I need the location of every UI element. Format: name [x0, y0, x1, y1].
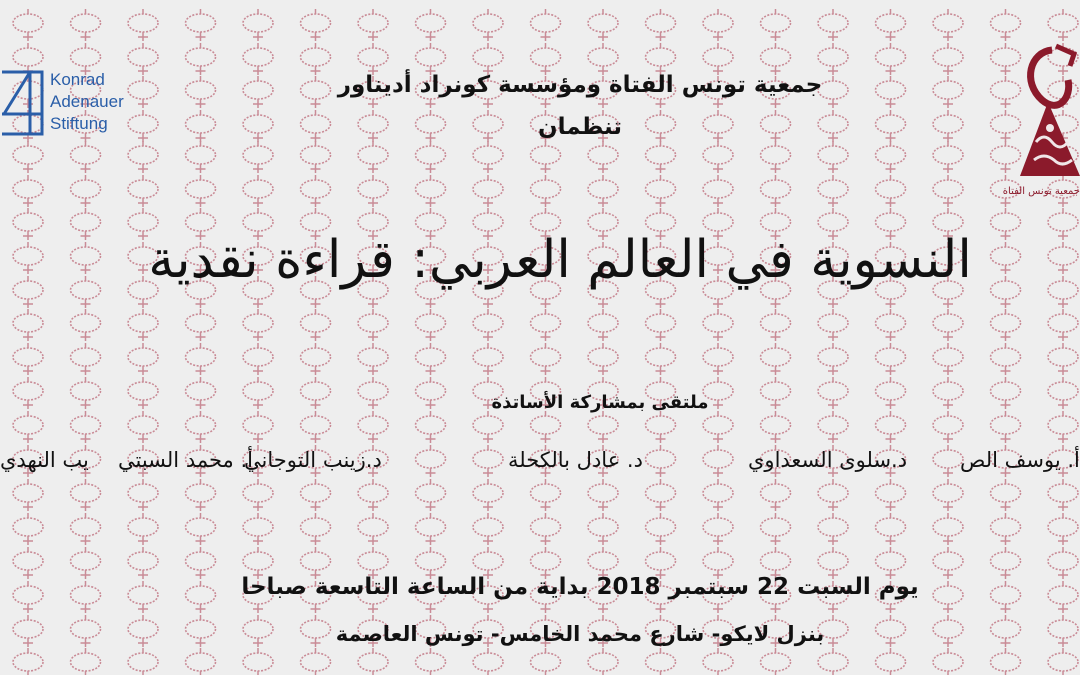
venus-symbol-icon — [128, 648, 158, 675]
venus-symbol-icon — [1048, 581, 1078, 613]
venus-symbol-icon — [1048, 648, 1078, 675]
venus-symbol-icon — [71, 377, 101, 409]
venus-symbol-icon — [818, 513, 848, 545]
venus-symbol-icon — [588, 411, 618, 443]
venus-symbol-icon — [703, 175, 733, 207]
venus-symbol-icon — [1048, 9, 1078, 41]
venus-symbol-icon — [243, 377, 273, 409]
venus-symbol-icon — [358, 411, 388, 443]
event-date: يوم السبت 22 سبتمبر 2018 بداية من الساعة التاسعة صباحا — [241, 574, 919, 600]
venus-symbol-icon — [703, 9, 733, 41]
venus-symbol-icon — [818, 141, 848, 173]
venus-symbol-icon — [128, 141, 158, 173]
venus-symbol-icon — [301, 648, 331, 675]
venus-symbol-icon — [818, 175, 848, 207]
venus-symbol-icon — [933, 175, 963, 207]
venus-symbol-icon — [818, 9, 848, 41]
venus-symbol-icon — [13, 141, 43, 173]
kas-logo-mark-icon — [0, 68, 44, 138]
venus-symbol-icon — [761, 9, 791, 41]
venus-symbol-icon — [991, 411, 1021, 443]
venus-symbol-icon — [991, 9, 1021, 41]
venus-symbol-icon — [531, 9, 561, 41]
venus-symbol-icon — [876, 309, 906, 341]
venus-symbol-icon — [876, 343, 906, 375]
venus-symbol-icon — [243, 513, 273, 545]
venus-symbol-icon — [761, 343, 791, 375]
venus-symbol-icon — [876, 479, 906, 511]
venus-symbol-icon — [991, 513, 1021, 545]
venus-symbol-icon — [416, 43, 446, 75]
speaker-name: د. عادل بالكحلة — [508, 448, 643, 472]
venus-symbol-icon — [416, 411, 446, 443]
venus-symbol-icon — [646, 141, 676, 173]
venus-symbol-icon — [71, 513, 101, 545]
speakers-row — [0, 448, 1080, 480]
venus-symbol-icon — [1048, 513, 1078, 545]
venus-symbol-icon — [71, 648, 101, 675]
venus-symbol-icon — [186, 110, 216, 142]
venus-symbol-icon — [933, 141, 963, 173]
venus-symbol-icon — [358, 141, 388, 173]
venus-symbol-icon — [933, 513, 963, 545]
venus-symbol-icon — [1048, 309, 1078, 341]
venus-symbol-icon — [531, 479, 561, 511]
venus-symbol-icon — [186, 377, 216, 409]
speakers-intro: ملتقى بمشاركة الأساتذة — [491, 392, 709, 413]
venus-symbol-icon — [991, 377, 1021, 409]
venus-symbol-icon — [13, 208, 43, 240]
kas-logo-line-3: Stiftung — [50, 114, 108, 133]
venus-symbol-icon — [933, 479, 963, 511]
venus-symbol-icon — [531, 513, 561, 545]
venus-symbol-icon — [818, 343, 848, 375]
venus-symbol-icon — [531, 309, 561, 341]
venus-symbol-icon — [933, 411, 963, 443]
venus-symbol-icon — [761, 513, 791, 545]
venus-symbol-icon — [358, 648, 388, 675]
venus-symbol-icon — [646, 175, 676, 207]
tunisia-fatet-emblem-icon — [1012, 42, 1080, 182]
venus-symbol-icon — [646, 411, 676, 443]
venus-symbol-icon — [646, 43, 676, 75]
venus-symbol-icon — [358, 513, 388, 545]
venus-symbol-icon — [703, 648, 733, 675]
venus-symbol-icon — [761, 648, 791, 675]
venus-symbol-icon — [128, 513, 158, 545]
venus-symbol-icon — [933, 343, 963, 375]
venus-symbol-icon — [588, 141, 618, 173]
venus-symbol-icon — [1048, 411, 1078, 443]
venus-symbol-icon — [301, 513, 331, 545]
venus-symbol-icon — [128, 175, 158, 207]
venus-symbol-icon — [243, 9, 273, 41]
venus-symbol-icon — [301, 43, 331, 75]
venus-symbol-icon — [358, 479, 388, 511]
venus-symbol-icon — [876, 9, 906, 41]
venus-symbol-icon — [876, 648, 906, 675]
venus-symbol-icon — [761, 309, 791, 341]
venus-symbol-icon — [71, 141, 101, 173]
venus-symbol-icon — [703, 343, 733, 375]
venus-symbol-icon — [358, 43, 388, 75]
venus-symbol-icon — [588, 43, 618, 75]
venus-symbol-icon — [588, 513, 618, 545]
kas-logo-line-1: Konrad — [50, 70, 105, 89]
venus-symbol-icon — [646, 309, 676, 341]
venus-symbol-icon — [588, 9, 618, 41]
venus-symbol-icon — [416, 343, 446, 375]
venus-symbol-icon — [13, 411, 43, 443]
venus-symbol-icon — [646, 479, 676, 511]
venus-symbol-icon — [416, 175, 446, 207]
venus-symbol-icon — [588, 648, 618, 675]
venus-symbol-icon — [186, 648, 216, 675]
venus-symbol-icon — [761, 141, 791, 173]
venus-symbol-icon — [876, 513, 906, 545]
venus-symbol-icon — [358, 309, 388, 341]
venus-symbol-icon — [818, 411, 848, 443]
venus-symbol-icon — [13, 648, 43, 675]
tunisia-fatet-logo — [1002, 42, 1080, 202]
venus-symbol-icon — [128, 479, 158, 511]
venus-symbol-icon — [703, 141, 733, 173]
venus-symbol-icon — [13, 242, 43, 274]
venus-symbol-icon — [186, 141, 216, 173]
venus-symbol-icon — [13, 547, 43, 579]
event-title: النسوية في العالم العربي: قراءة نقدية — [148, 230, 972, 290]
venus-symbol-icon — [71, 309, 101, 341]
venus-symbol-icon — [13, 513, 43, 545]
venus-symbol-icon — [473, 309, 503, 341]
venus-symbol-icon — [991, 615, 1021, 647]
venus-symbol-icon — [818, 479, 848, 511]
venus-symbol-icon — [416, 9, 446, 41]
venus-symbol-icon — [416, 141, 446, 173]
venus-symbol-icon — [703, 411, 733, 443]
venus-symbol-icon — [128, 615, 158, 647]
venus-symbol-icon — [473, 141, 503, 173]
venus-symbol-icon — [818, 648, 848, 675]
venus-symbol-icon — [703, 513, 733, 545]
venus-symbol-icon — [301, 9, 331, 41]
venus-symbol-icon — [358, 343, 388, 375]
venus-symbol-icon — [243, 479, 273, 511]
venus-symbol-icon — [818, 309, 848, 341]
venus-symbol-icon — [13, 309, 43, 341]
venus-symbol-icon — [243, 141, 273, 173]
venus-symbol-icon — [933, 648, 963, 675]
venus-symbol-icon — [416, 309, 446, 341]
speaker-name: أ. يوسف الص — [960, 448, 1080, 472]
venus-symbol-icon — [128, 9, 158, 41]
venus-symbol-icon — [473, 175, 503, 207]
venus-symbol-icon — [13, 479, 43, 511]
venus-symbol-icon — [646, 648, 676, 675]
venus-symbol-icon — [186, 309, 216, 341]
venus-symbol-icon — [991, 343, 1021, 375]
tunisia-fatet-caption: جمعية تونس الفتاة — [1002, 186, 1080, 197]
speaker-name: د.سلوى السعداوي — [748, 448, 908, 472]
venus-symbol-icon — [243, 343, 273, 375]
venus-symbol-icon — [13, 343, 43, 375]
venus-symbol-icon — [933, 43, 963, 75]
venus-symbol-icon — [71, 615, 101, 647]
venus-symbol-icon — [186, 411, 216, 443]
venus-symbol-icon — [1048, 547, 1078, 579]
venus-symbol-icon — [186, 43, 216, 75]
kas-logo-line-2: Adenauer — [50, 92, 124, 111]
venus-symbol-icon — [531, 175, 561, 207]
organizers-line: جمعية تونس الفتاة ومؤسسة كونراد أديناور — [337, 72, 823, 98]
venus-symbol-icon — [71, 479, 101, 511]
venus-symbol-icon — [876, 411, 906, 443]
venus-symbol-icon — [243, 175, 273, 207]
venus-symbol-icon — [473, 513, 503, 545]
venus-symbol-icon — [531, 343, 561, 375]
venus-symbol-icon — [473, 479, 503, 511]
venus-symbol-icon — [473, 9, 503, 41]
venus-symbol-icon — [186, 9, 216, 41]
venus-symbol-icon — [128, 343, 158, 375]
venus-symbol-icon — [1048, 377, 1078, 409]
venus-symbol-icon — [71, 581, 101, 613]
venus-symbol-icon — [71, 411, 101, 443]
venus-symbol-icon — [186, 513, 216, 545]
venus-symbol-icon — [186, 175, 216, 207]
venus-symbol-icon — [301, 343, 331, 375]
venus-symbol-icon — [876, 175, 906, 207]
venus-symbol-icon — [991, 479, 1021, 511]
venus-symbol-icon — [818, 43, 848, 75]
venus-symbol-icon — [933, 9, 963, 41]
venus-symbol-icon — [71, 175, 101, 207]
venus-symbol-icon — [186, 479, 216, 511]
venus-symbol-icon — [703, 43, 733, 75]
venus-symbol-icon — [531, 43, 561, 75]
venus-symbol-icon — [71, 343, 101, 375]
venus-symbol-icon — [186, 76, 216, 108]
venus-symbol-icon — [991, 547, 1021, 579]
venus-symbol-icon — [416, 479, 446, 511]
venus-symbol-icon — [301, 309, 331, 341]
konrad-adenauer-stiftung-logo — [0, 68, 150, 140]
venus-symbol-icon — [473, 343, 503, 375]
venus-symbol-icon — [876, 43, 906, 75]
venus-symbol-icon — [13, 276, 43, 308]
venus-symbol-icon — [13, 377, 43, 409]
venus-symbol-icon — [991, 581, 1021, 613]
venus-symbol-icon — [588, 175, 618, 207]
venus-symbol-icon — [358, 9, 388, 41]
venus-symbol-icon — [646, 513, 676, 545]
venus-symbol-icon — [473, 411, 503, 443]
speaker-name: يب النهدي — [0, 448, 89, 472]
venus-symbol-icon — [933, 377, 963, 409]
venus-symbol-icon — [1048, 615, 1078, 647]
venus-symbol-icon — [13, 615, 43, 647]
venus-symbol-icon — [128, 547, 158, 579]
venus-symbol-icon — [588, 343, 618, 375]
venus-symbol-icon — [761, 43, 791, 75]
venus-symbol-icon — [646, 9, 676, 41]
event-venue: بنزل لايكو- شارع محمد الخامس- تونس العاصمة — [335, 622, 825, 646]
speaker-name: د.زينب التوجاني — [244, 448, 382, 472]
venus-symbol-icon — [1048, 343, 1078, 375]
venus-symbol-icon — [128, 411, 158, 443]
venus-symbol-icon — [703, 479, 733, 511]
venus-symbol-icon — [933, 76, 963, 108]
venus-symbol-icon — [13, 581, 43, 613]
venus-symbol-icon — [301, 479, 331, 511]
venus-symbol-icon — [991, 648, 1021, 675]
venus-symbol-icon — [876, 141, 906, 173]
venus-symbol-icon — [243, 309, 273, 341]
venus-symbol-icon — [128, 581, 158, 613]
venus-symbol-icon — [761, 175, 791, 207]
venus-symbol-icon — [1048, 479, 1078, 511]
venus-symbol-icon — [128, 309, 158, 341]
venus-symbol-icon — [243, 411, 273, 443]
venus-symbol-icon — [416, 513, 446, 545]
venus-symbol-icon — [301, 411, 331, 443]
venus-symbol-icon — [588, 309, 618, 341]
venus-symbol-icon — [473, 648, 503, 675]
venus-symbol-icon — [416, 648, 446, 675]
venus-symbol-icon — [71, 547, 101, 579]
venus-symbol-icon — [301, 175, 331, 207]
venus-symbol-icon — [531, 141, 561, 173]
venus-symbol-icon — [13, 175, 43, 207]
organize-verb: تنظمان — [537, 114, 623, 140]
venus-symbol-icon — [186, 343, 216, 375]
venus-symbol-icon — [128, 377, 158, 409]
venus-symbol-icon — [473, 43, 503, 75]
venus-symbol-icon — [933, 309, 963, 341]
venus-symbol-icon — [703, 309, 733, 341]
venus-symbol-icon — [761, 411, 791, 443]
speaker-name: أ. محمد السبتي — [118, 448, 253, 472]
venus-symbol-icon — [761, 479, 791, 511]
venus-symbol-icon — [243, 43, 273, 75]
venus-symbol-icon — [13, 9, 43, 41]
venus-symbol-icon — [646, 343, 676, 375]
venus-symbol-icon — [531, 411, 561, 443]
venus-symbol-icon — [358, 175, 388, 207]
venus-symbol-icon — [301, 141, 331, 173]
venus-symbol-icon — [588, 479, 618, 511]
venus-symbol-icon — [991, 309, 1021, 341]
venus-symbol-icon — [243, 648, 273, 675]
venus-symbol-icon — [531, 648, 561, 675]
venus-symbol-icon — [933, 110, 963, 142]
venus-symbol-icon — [71, 9, 101, 41]
